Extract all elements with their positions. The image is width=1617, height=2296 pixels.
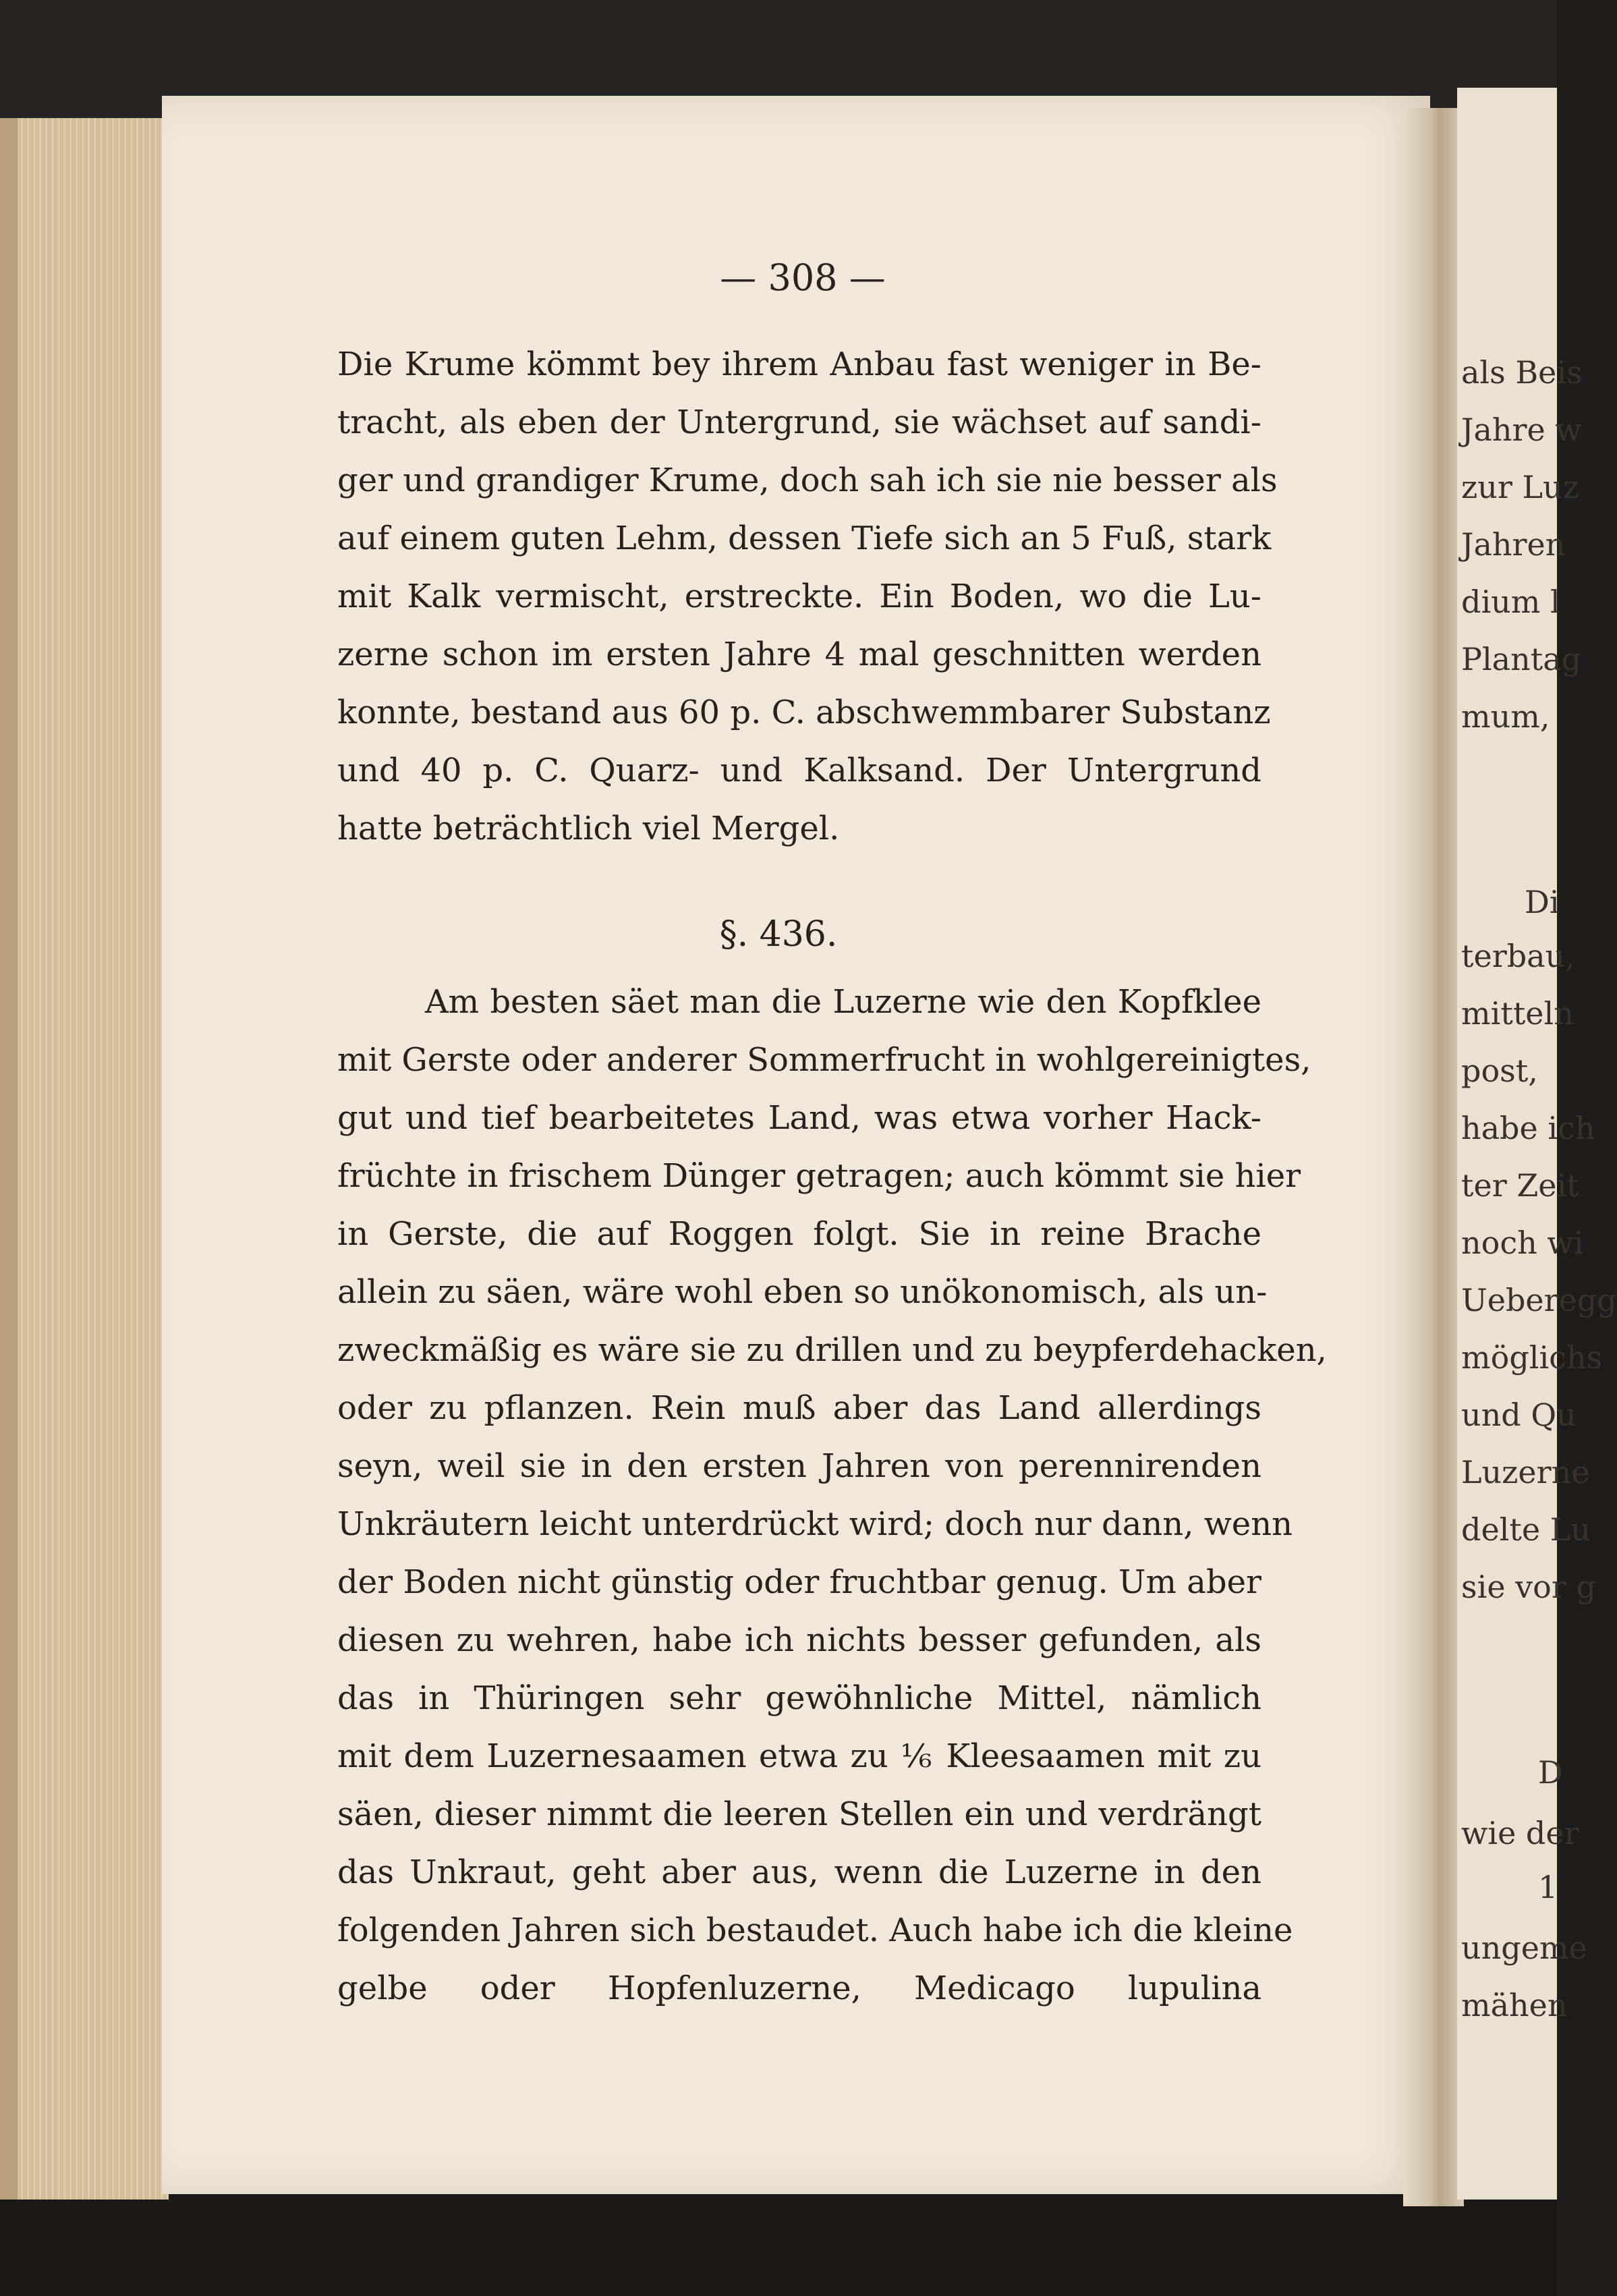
next-page-line: Plantag — [1461, 641, 1582, 677]
next-page-line: habe ich — [1461, 1110, 1595, 1146]
text-line: säen, dieser nimmt die leeren Stellen ein und verdrängt — [337, 1795, 1261, 1833]
next-page-line: Di — [1525, 884, 1560, 920]
next-page-line: als Beis — [1461, 354, 1583, 391]
text-line: das in Thüringen sehr gewöhnliche Mittel, nämlich — [337, 1679, 1261, 1717]
text-line: seyn, weil sie in den ersten Jahren von perennirenden — [337, 1447, 1261, 1485]
text-line: Die Krume kömmt bey ihrem Anbau fast weniger in Be- — [337, 345, 1261, 383]
next-page-line: ungeme — [1461, 1930, 1587, 1966]
next-page-line: ter Zeit — [1461, 1167, 1579, 1204]
next-page-line: möglichs — [1461, 1339, 1603, 1376]
text-line: früchte in frischem Dünger getragen; auch kömmt sie hier — [337, 1157, 1301, 1195]
next-page-line: Ueberegg — [1461, 1282, 1617, 1318]
text-line: hatte beträchtlich viel Mergel. — [337, 810, 840, 847]
next-page-line: und Qu — [1461, 1397, 1577, 1433]
book-page-edges — [0, 118, 169, 2200]
text-line: diesen zu wehren, habe ich nichts besser gefunden, als — [337, 1621, 1261, 1659]
text-line: in Gerste, die auf Roggen folgt. Sie in reine Brache — [337, 1215, 1261, 1253]
next-page-line: post, — [1461, 1053, 1538, 1089]
next-page-line: sie vor g — [1461, 1569, 1596, 1605]
next-page-line: delte Lu — [1461, 1511, 1591, 1548]
section-heading: §. 436. — [719, 914, 838, 955]
text-line: oder zu pflanzen. Rein muß aber das Land allerdings — [337, 1389, 1261, 1427]
next-page-line: Jahren — [1461, 526, 1566, 563]
page-number-header: — 308 — — [720, 256, 886, 299]
text-line: Unkräutern leicht unterdrückt wird; doch nur dann, wenn — [337, 1505, 1293, 1543]
background-bottom — [0, 2179, 1557, 2296]
next-page-line: Luzerne — [1461, 1454, 1590, 1490]
text-line: mit Kalk vermischt, erstreckte. Ein Boden, wo die Lu- — [337, 578, 1261, 615]
text-line: gelbe oder Hopfenluzerne, Medicago lupulina — [337, 1969, 1261, 2007]
next-page-line: zur Luz — [1461, 469, 1579, 505]
text-line: zweckmäßig es wäre sie zu drillen und zu beypferdehacken, — [337, 1331, 1327, 1369]
next-page-line: Jahre w — [1461, 412, 1582, 448]
text-line: zerne schon im ersten Jahre 4 mal geschnitten werden — [337, 636, 1261, 673]
text-line: ger und grandiger Krume, doch sah ich sie nie besser als — [337, 461, 1278, 499]
next-page-line: mitteln — [1461, 995, 1574, 1032]
text-line: gut und tief bearbeitetes Land, was etwa vorher Hack- — [337, 1099, 1261, 1137]
text-line: Am besten säet man die Luzerne wie den Kopfklee — [425, 983, 1261, 1021]
text-line: folgenden Jahren sich bestaudet. Auch habe ich die kleine — [337, 1911, 1293, 1949]
text-line: mit Gerste oder anderer Sommerfrucht in wohlgereinigtes, — [337, 1041, 1311, 1079]
text-line: das Unkraut, geht aber aus, wenn die Luzerne in den — [337, 1853, 1261, 1891]
next-page-line: terbau, — [1461, 938, 1575, 974]
next-page-line: mum, — [1461, 698, 1550, 735]
next-page-line: dium l — [1461, 584, 1560, 620]
text-line: der Boden nicht günstig oder fruchtbar genug. Um aber — [337, 1563, 1261, 1601]
text-line: konnte, bestand aus 60 p. C. abschwemmbarer Substanz — [337, 694, 1271, 731]
book-fore-edge — [0, 118, 18, 2200]
text-line: mit dem Luzernesaamen etwa zu ⅙ Kleesaamen mit zu — [337, 1737, 1261, 1775]
next-page-line: D — [1538, 1754, 1563, 1791]
right-page-fragment — [1457, 88, 1617, 2200]
text-line: und 40 p. C. Quarz- und Kalksand. Der Untergrund — [337, 752, 1261, 789]
next-page-line: noch wi — [1461, 1225, 1584, 1261]
next-page-line: 1 — [1538, 1869, 1558, 1905]
text-line: tracht, als eben der Untergrund, sie wächset auf sandi- — [337, 403, 1261, 441]
next-page-line: mähen — [1461, 1987, 1568, 2023]
text-line: allein zu säen, wäre wohl eben so unökonomisch, als un- — [337, 1273, 1268, 1311]
next-page-line: wie der — [1461, 1815, 1579, 1851]
book-gutter — [1403, 108, 1464, 2206]
text-line: auf einem guten Lehm, dessen Tiefe sich an 5 Fuß, stark — [337, 520, 1272, 557]
